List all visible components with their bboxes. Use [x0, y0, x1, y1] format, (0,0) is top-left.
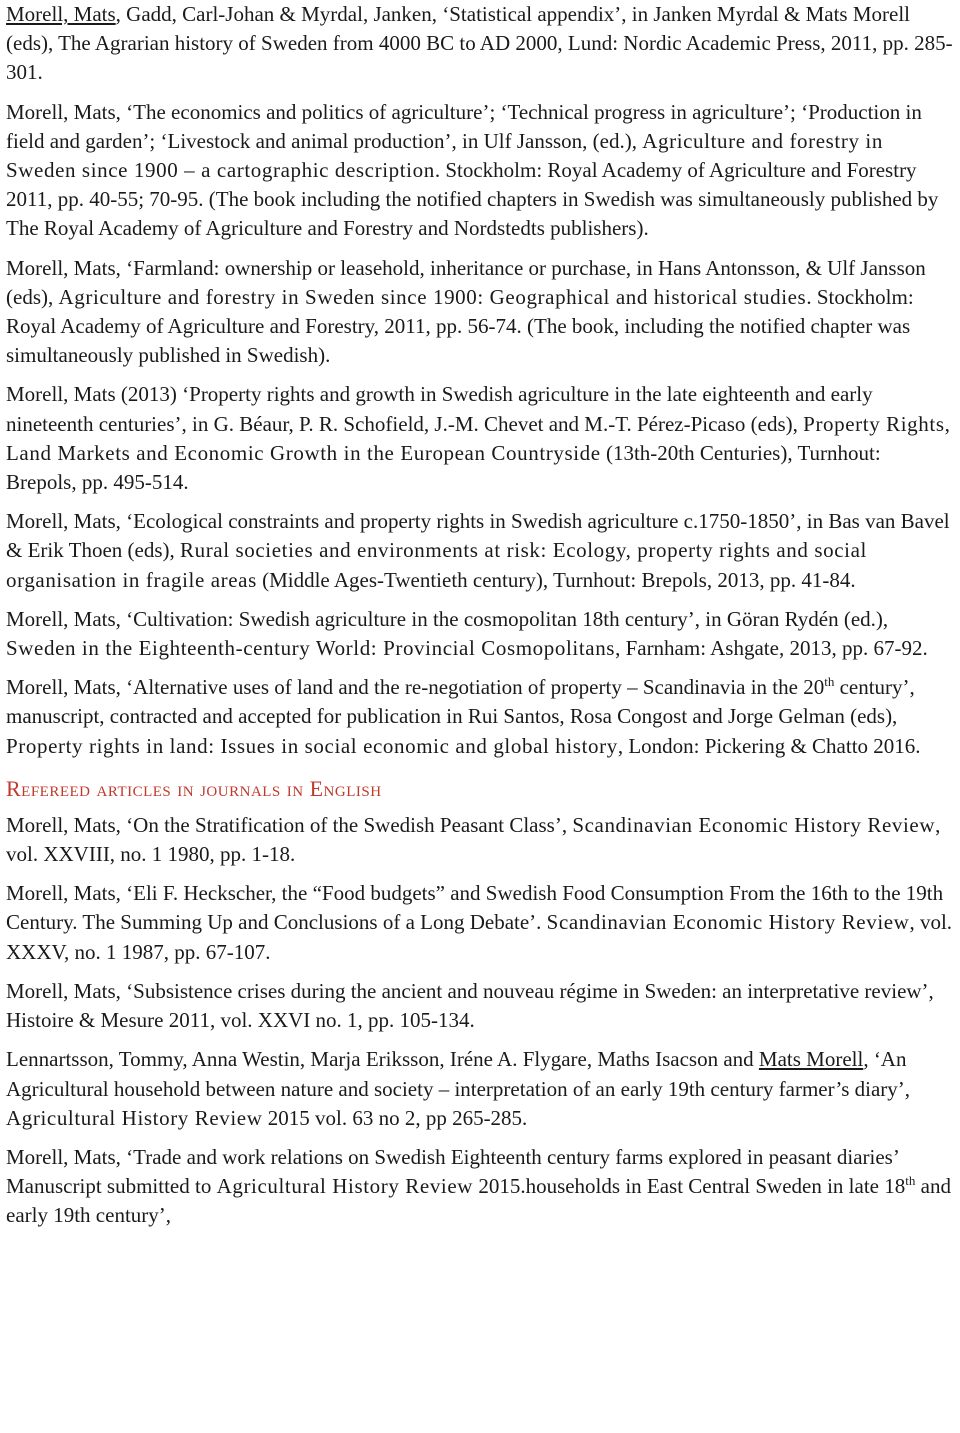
bibliography-entry [6, 0, 954, 88]
journal-title: Agricultural History Review [216, 1174, 474, 1199]
bibliography-entry [6, 879, 954, 967]
entry-text: , Farnham: Ashgate, 2013, pp. 67-92. [615, 636, 928, 661]
journal-title: Scandinavian Economic History Review [546, 910, 910, 935]
entry-text: (Middle Ages-Twentieth century), Turnhout: Brepols, 2013, pp. 41-84. [256, 567, 856, 592]
entry-text: 2015.households in East Central Sweden in late 18 [473, 1174, 906, 1199]
entry-text: , vol. XXXV, no. 1 1987, pp. 67-107. [6, 910, 953, 964]
book-title: Property Rights, Land Markets and Economic Growth in the European Countryside [6, 411, 951, 465]
entry-text: 2015 vol. 63 no 2, pp 265-285. [262, 1105, 528, 1130]
journal-title: Agricultural History Review [6, 1105, 263, 1130]
author-name: Morell, Mats [6, 2, 116, 26]
bibliography-entry [6, 1143, 954, 1231]
entry-text: Lennartsson, Tommy, Anna Westin, Marja Eriksson, Iréne A. Flygare, Maths Isacson and [6, 1047, 759, 1072]
bibliography-entry [6, 254, 954, 371]
bibliography-entry [6, 605, 954, 663]
entry-text: . Stockholm: Royal Academy of Agriculture and Forestry, 2011, pp. 56-74. (The book, including the notified chapter was simultaneously published in Swedish). [6, 284, 914, 368]
section-heading: Refereed articles in journals in English [6, 775, 382, 801]
entry-text: , Gadd, Carl-Johan & Myrdal, Janken, ‘Statistical appendix’, in Janken Myrdal & Mats Morell (eds), The Agrarian history of Sweden from 4000 BC to AD 2000, Lund: Nordic Academic Press, 2011, pp. 285-301. [6, 2, 953, 85]
superscript: th [905, 1173, 916, 1189]
bibliography-entry [6, 1045, 954, 1133]
book-title: Agriculture and forestry in Sweden since 1900: Geographical and historical studies [58, 284, 807, 309]
entry-text: and early 19th century’, [6, 1174, 951, 1228]
entry-text: Morell, Mats, ‘The economics and politics of agriculture’; ‘Technical progress in agriculture’; ‘Production in field and garden’; ‘Livestock and animal production’, in Ulf Jansson, (ed.), [6, 99, 922, 153]
entry-text: , London: Pickering & Chatto 2016. [617, 733, 921, 758]
entry-text: , vol. XXVIII, no. 1 1980, pp. 1-18. [6, 812, 941, 867]
bibliography-entry [6, 98, 954, 244]
bibliography-entry [6, 380, 954, 497]
book-title: Sweden in the Eighteenth-century World: Provincial Cosmopolitans [6, 636, 616, 661]
entry-text: Morell, Mats, ‘On the Stratification of the Swedish Peasant Class’, [6, 812, 573, 837]
journal-title: Scandinavian Economic History Review [572, 812, 936, 837]
entry-text: Morell, Mats, ‘Eli F. Heckscher, the “Food budgets” and Swedish Food Consumption From the 16th to the 19th Century. The Summing Up and Conclusions of a Long Debate’. [6, 881, 944, 935]
entry-text: Morell, Mats, ‘Trade and work relations on Swedish Eighteenth century farms explored in peasant diaries’ Manuscript submitted to [6, 1144, 899, 1199]
entry-text: . Stockholm: Royal Academy of Agriculture and Forestry 2011, pp. 40-55; 70-95. (The book including the notified chapters in Swedish was simultaneously published by The Royal Academy of Agriculture and Forestry and Nordstedts publishers). [6, 158, 939, 241]
book-title: Property rights in land: Issues in social economic and global history [6, 733, 618, 758]
superscript: th [824, 674, 835, 690]
entry-text: Morell, Mats, ‘Farmland: ownership or leasehold, inheritance or purchase, in Hans Antonsson, & Ulf Jansson (eds), [6, 255, 926, 309]
bibliography-entry [6, 673, 954, 761]
book-title: Rural societies and environments at risk: Ecology, property rights and social organisation in fragile areas [6, 538, 867, 592]
entry-text: (13th-20th Centuries), Turnhout: Brepols, pp. 495-514. [6, 440, 881, 495]
bibliography-entry [6, 977, 954, 1035]
entry-text: Morell, Mats, ‘Alternative uses of land and the re-negotiation of property – Scandinavia in the 20 [6, 675, 825, 700]
entry-text: century’, manuscript, contracted and accepted for publication in Rui Santos, Rosa Congost and Jorge Gelman (eds), [6, 675, 915, 729]
entry-text: Morell, Mats, ‘Cultivation: Swedish agriculture in the cosmopolitan 18th century’, in Göran Rydén (ed.), [6, 606, 889, 631]
entry-text: Morell, Mats, ‘Subsistence crises during the ancient and nouveau régime in Sweden: an interpretative review’, Histoire & Mesure 2011, vol. XXVI no. 1, pp. 105-134. [6, 978, 934, 1033]
book-title: Agriculture and forestry in Sweden since 1900 – a cartographic description [6, 128, 883, 183]
bibliography-entry [6, 507, 954, 595]
entry-text: Morell, Mats (2013) ‘Property rights and growth in Swedish agriculture in the late eighteenth and early nineteenth centuries’, in G. Béaur, P. R. Schofield, J.-M. Chevet and M.-T. Pérez-Picaso (eds), [6, 382, 873, 436]
author-name: Mats Morell [758, 1047, 864, 1072]
entry-text: Morell, Mats, ‘Ecological constraints and property rights in Swedish agriculture c.1750-1850’, in Bas van Bavel & Erik Thoen (eds), [6, 509, 950, 563]
entry-text: , ‘An Agricultural household between nature and society – interpretation of an early 19th century farmer’s diary’, [6, 1047, 911, 1101]
bibliography-entry [6, 811, 954, 869]
